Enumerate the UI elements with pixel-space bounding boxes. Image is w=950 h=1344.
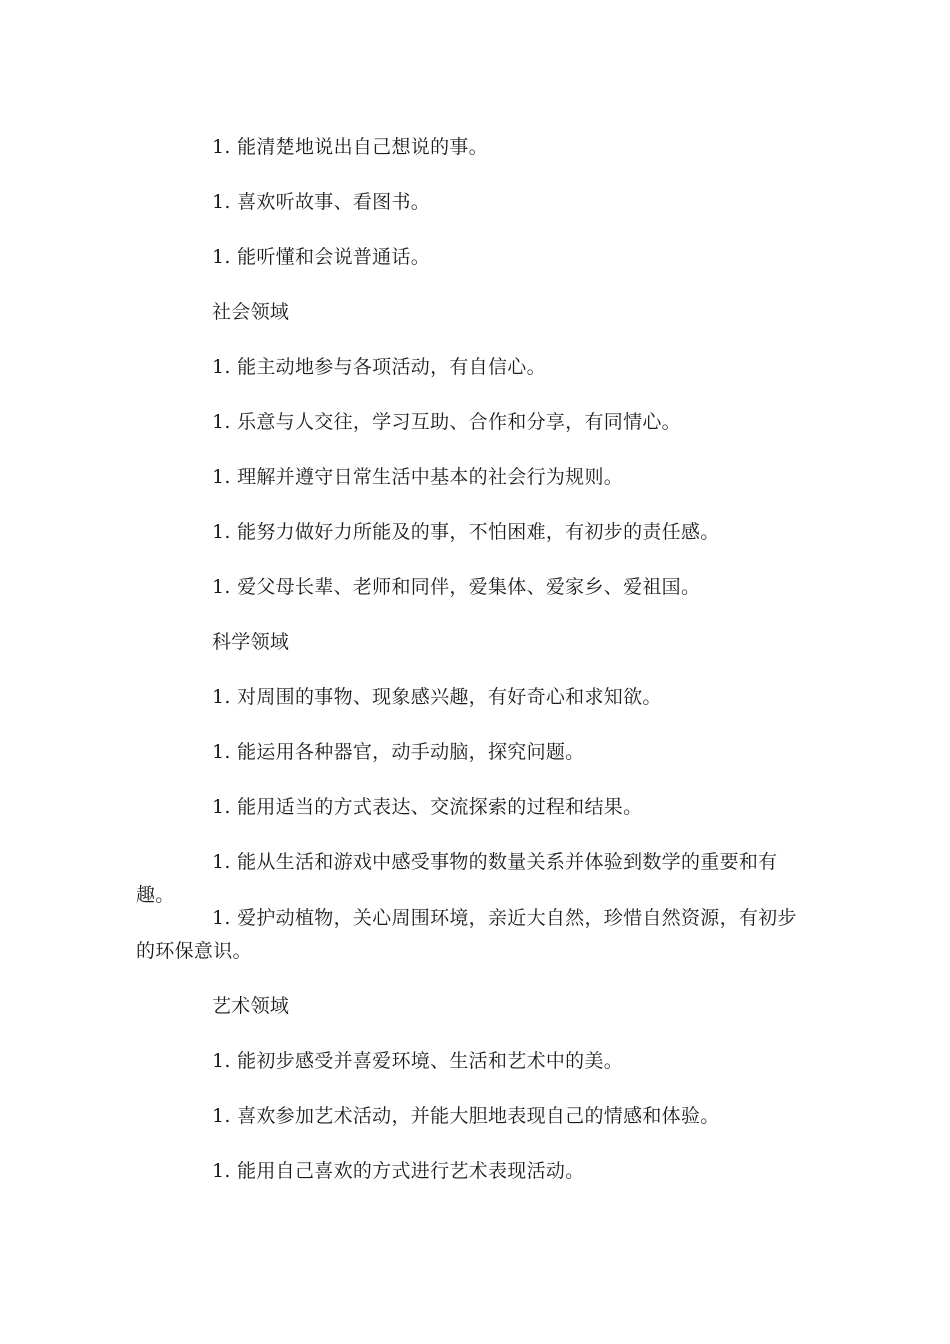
list-item: 1. 能从生活和游戏中感受事物的数量关系并体验到数学的重要和有趣。 — [136, 851, 778, 906]
section-heading-social: 社会领域 — [212, 301, 290, 323]
list-item: 1. 能努力做好力所能及的事，不怕困难，有初步的责任感。 — [212, 521, 720, 543]
section-heading-science: 科学领域 — [212, 631, 290, 653]
list-item: 1. 能运用各种器官，动手动脑，探究问题。 — [212, 741, 585, 763]
list-item: 1. 能初步感受并喜爱环境、生活和艺术中的美。 — [212, 1050, 624, 1072]
list-item: 1. 能用自己喜欢的方式进行艺术表现活动。 — [212, 1160, 585, 1182]
list-item: 1. 乐意与人交往，学习互助、合作和分享，有同情心。 — [212, 411, 681, 433]
list-item: 1. 对周围的事物、现象感兴趣，有好奇心和求知欲。 — [212, 686, 662, 708]
list-item: 1. 喜欢听故事、看图书。 — [212, 191, 431, 213]
list-item: 1. 喜欢参加艺术活动，并能大胆地表现自己的情感和体验。 — [212, 1105, 720, 1127]
list-item: 1. 爱护动植物，关心周围环境，亲近大自然，珍惜自然资源，有初步的环保意识。 — [136, 907, 797, 962]
list-item: 1. 能清楚地说出自己想说的事。 — [212, 136, 488, 158]
section-heading-art: 艺术领域 — [212, 995, 290, 1017]
list-item: 1. 能用适当的方式表达、交流探索的过程和结果。 — [212, 796, 643, 818]
list-item: 1. 能听懂和会说普通话。 — [212, 246, 431, 268]
list-item: 1. 理解并遵守日常生活中基本的社会行为规则。 — [212, 466, 624, 488]
list-item: 1. 能主动地参与各项活动，有自信心。 — [212, 356, 546, 378]
list-item: 1. 爱父母长辈、老师和同伴，爱集体、爱家乡、爱祖国。 — [212, 576, 701, 598]
